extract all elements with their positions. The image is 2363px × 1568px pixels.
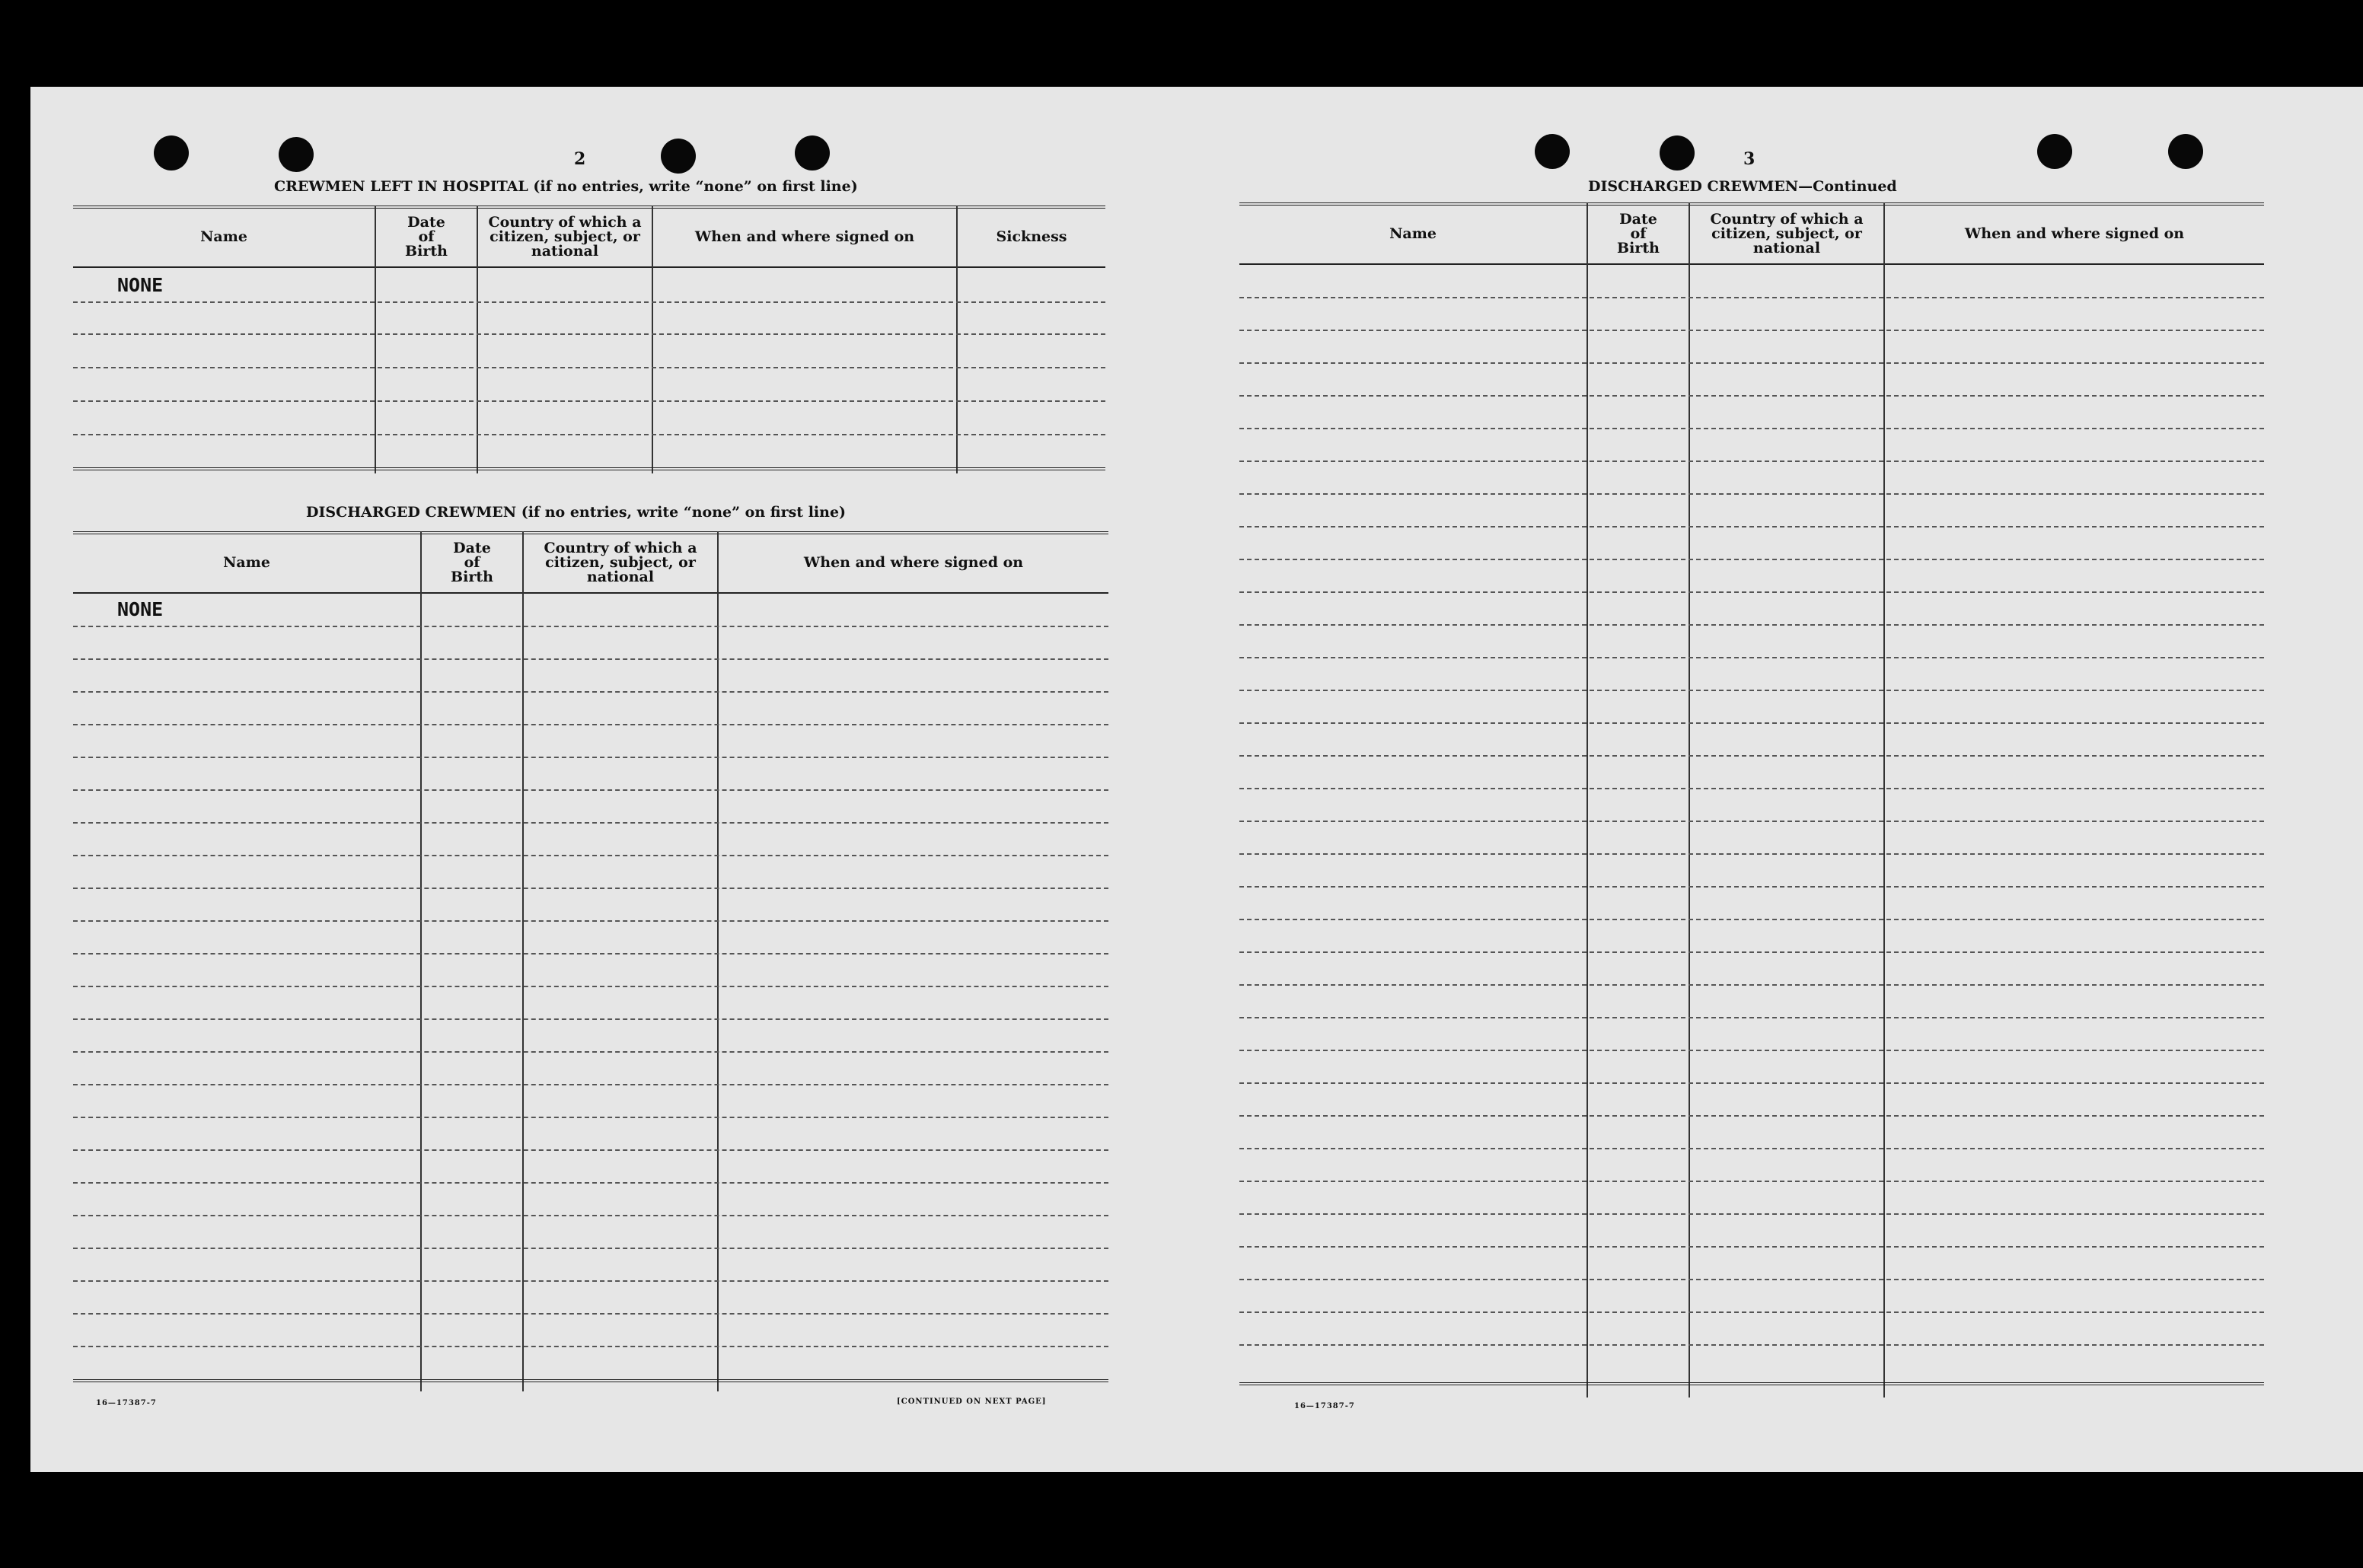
column-header-signed-on: When and where signed on (1964, 225, 2185, 242)
column-header-date-of-birth: Date of Birth (405, 213, 448, 260)
hospital-section-title: CREWMEN LEFT IN HOSPITAL (if no entries, write “none” on first line) (274, 178, 858, 195)
discharged-continued-table (1239, 202, 2264, 1397)
column-header-name: Name (1389, 225, 1437, 242)
page-number: 3 (1743, 149, 1756, 169)
continued-note: [CONTINUED ON NEXT PAGE] (897, 1397, 1047, 1406)
column-header-sickness: Sickness (996, 228, 1067, 245)
column-header-signed-on: When and where signed on (694, 228, 915, 245)
form-number: 16—17387-7 (96, 1399, 157, 1407)
column-header-country: Country of which a citizen, subject, or national (488, 213, 642, 260)
column-header-country: Country of which a citizen, subject, or national (544, 539, 697, 585)
column-header-date-of-birth: Date of Birth (451, 539, 493, 585)
column-header-date-of-birth: Date of Birth (1617, 210, 1660, 257)
discharged-table (73, 531, 1108, 1391)
form-number: 16—17387-7 (1294, 1402, 1355, 1410)
right-page (1218, 87, 2314, 1472)
discharged-first-entry: NONE (117, 598, 164, 620)
document-scan (30, 87, 2363, 1472)
left-page (30, 87, 1127, 1472)
discharged-section-title: DISCHARGED CREWMEN (if no entries, write “none” on first line) (306, 504, 847, 521)
hospital-first-entry: NONE (117, 274, 164, 296)
page-number: 2 (574, 149, 586, 169)
column-header-name: Name (200, 228, 247, 245)
column-header-name: Name (223, 553, 270, 571)
column-header-signed-on: When and where signed on (803, 553, 1024, 571)
column-header-country: Country of which a citizen, subject, or national (1710, 210, 1864, 257)
discharged-continued-title: DISCHARGED CREWMEN—Continued (1588, 178, 1897, 195)
hospital-table (73, 206, 1105, 473)
